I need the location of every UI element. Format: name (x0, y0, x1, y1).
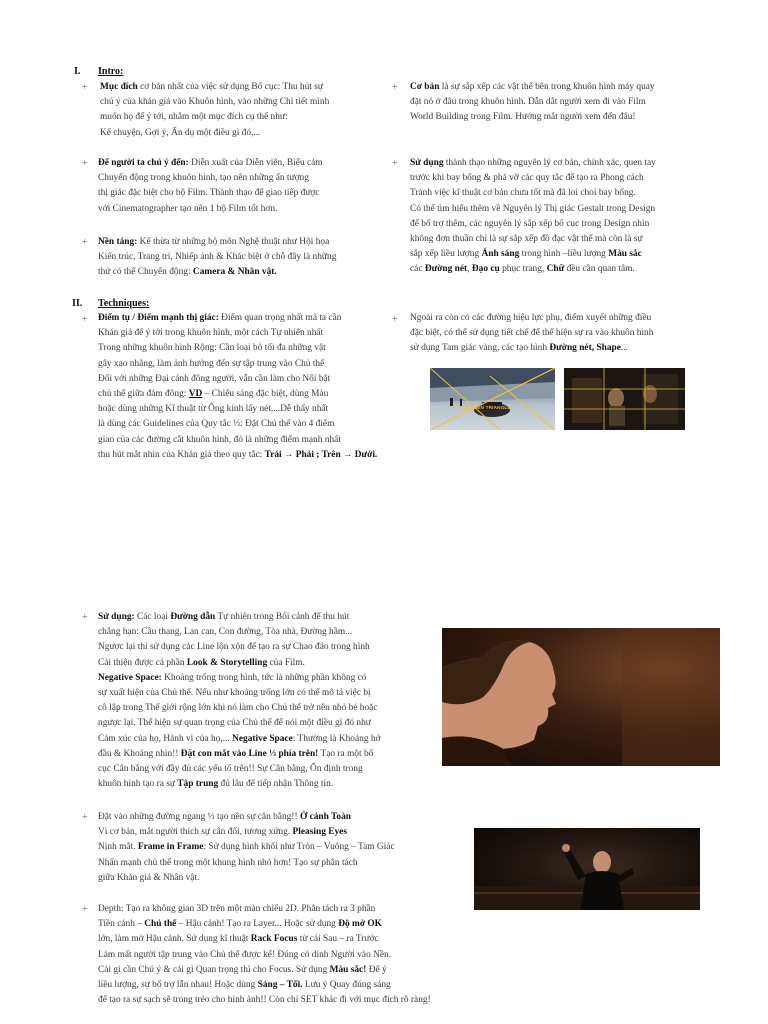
bold: Ở cảnh Toàn (299, 812, 352, 822)
text: để bổ trợ thêm, các nguyên lý sắp xếp bố cục trong Design nhìn (410, 218, 650, 229)
text: trước khi bay bổng & phá vỡ các quy tắc để tạo ra Phong cách (410, 173, 644, 184)
text: – Chiếu sáng đặc biệt, dùng Màu (202, 389, 329, 400)
bold: Chữ (546, 264, 565, 275)
text: lớn, làm mờ Hậu cảnh. Sử dụng kĩ thuật (98, 934, 251, 945)
text: từ cái Sau – ra Trước (297, 934, 379, 945)
bold: Màu sắc (608, 249, 642, 260)
text: đầu & Khoảng nhìn!! (98, 748, 181, 759)
text: để tạo ra sự sạch sẽ trong trẻo cho hình ảnh!! Còn chỉ SET khác đi với mục đích rõ ràng! (98, 995, 431, 1006)
text: sự xuất hiện của Chủ thể. Nếu như khoảng trống lớn có thể mô tả việc bị (98, 688, 371, 699)
text: hoặc dùng những Kĩ thuật từ Ống kính lấy nét,...Dễ thấy nhất (98, 404, 329, 415)
bullet-marker: + (392, 158, 398, 169)
text: cơ bản nhất của việc sử dụng Bố cục: Thu hút sự (137, 82, 323, 92)
bullet-marker: + (82, 812, 88, 823)
text: thứ có thể Chuyển động: (98, 267, 193, 278)
text: Chuyển động trong khuôn hình, tạo nên những ấn tượng (98, 173, 309, 184)
bold: Ánh sáng (481, 249, 520, 260)
golden-triangle-still (430, 368, 555, 430)
text: với Cinematographer tạo nên 1 bộ Film tốt hơn. (98, 203, 278, 214)
text: trong hình –liều lượng (519, 249, 609, 260)
text: Tránh việc kĩ thuật cơ bản chưa tốt mà đã loi choi bay bổng. (410, 188, 636, 199)
text: Để ý (366, 964, 387, 975)
text: đặt nó ở đâu trong khuôn hình. Dẫn dắt người xem đi vào Film (410, 97, 646, 108)
text: Ngoài ra còn có các đường hiệu lực phụ, điểm xuyết những điều (410, 313, 652, 323)
label-de-nguoi-ta-chu-y: Để người ta chú ý đến: (98, 158, 189, 168)
bullet-marker: + (392, 82, 398, 93)
bullet-marker: + (82, 237, 88, 248)
bold: Màu sắc! (329, 964, 367, 975)
text: Vì cơ bản, mắt người thích sự cân đối, tương xứng. (98, 827, 293, 838)
bullet-marker: + (82, 158, 88, 169)
bold: Camera & Nhân vật. (192, 267, 277, 278)
bold: Đường nét, Shape (549, 343, 621, 354)
text: Nhấn mạnh chủ thể trong một khung hình nhỏ hơn! Tạo sự phân tách (98, 857, 358, 868)
text: chú ý của khán giả vào Khuôn hình, vào những Chi tiết mình (100, 97, 330, 108)
label-muc-dich: Mục đích (100, 82, 138, 92)
text: Tạo ra một bố (318, 748, 374, 759)
bullet-de-nguoi-ta-chu-y (98, 156, 388, 217)
text: cô lập trong Thế giới rộng lớn khi nó làm cho Chủ thể trở nên nhỏ bé hoặc (98, 703, 378, 714)
text: đủ lâu để tiếp nhận Thông tin. (218, 779, 334, 790)
bullet-marker: + (82, 612, 88, 623)
bold: Look & Storytelling (186, 657, 268, 668)
bold: Chủ thể (144, 919, 177, 930)
bold: Trái → Phải ; Trên → Dưới. (264, 449, 378, 460)
bullet-dat-vao (98, 810, 448, 886)
text: , (467, 264, 472, 275)
text: gây xao nhãng, làm ảnh hưởng đến sự tập trung vào Chủ thể (98, 358, 325, 369)
text: Trong những khuôn hình Rộng: Cần loại bỏ tối đa những vật (98, 343, 326, 354)
text: giao của các đường cắt khuôn hình, đó là những điểm mạnh nhất (98, 434, 341, 445)
bullet-marker: + (82, 314, 88, 325)
text: chẳng hạn: Cầu thang, Lan can, Con đường, Tòa nhà, Đường hầm... (98, 627, 353, 638)
bold: Negative Space (232, 733, 293, 744)
bullet-muc-dich (100, 80, 390, 141)
bullet-nen-tang (98, 235, 388, 281)
text: Đặt vào những đường ngang ⅓ tạo nên sự cân bằng!! (98, 812, 300, 822)
bold: Rack Focus (250, 934, 298, 945)
text: Làm mất người tập trung vào Chủ thể được kể! Đúng có dính Người vào Nền. (98, 949, 392, 960)
bold: Đường dẫn (170, 612, 216, 622)
bold: Frame in Frame (137, 842, 204, 853)
label-diem-tu: Điểm tụ / Điểm mạnh thị giác: (98, 313, 219, 323)
bullet-marker: + (82, 904, 88, 915)
text: Cải thiện được cả phần (98, 657, 187, 668)
text: đặc biệt, có thể sử dụng tiết chế để thể hiện sự ra vào khuôn hình (410, 328, 654, 339)
text: Kế thừa từ những bộ môn Nghệ thuật như Hội họa (137, 237, 330, 247)
text: liều lượng, sự bổ trợ lẫn nhau! Hoặc dùng (98, 980, 258, 991)
bullet-marker: + (392, 314, 398, 325)
text: Đối với những Đại cảnh đông người, vẫn cần làm cho Nổi bật (98, 373, 331, 384)
text: Các loại (134, 612, 171, 622)
text: Depth: Tạo ra không gian 3D trên một màn chiếu 2D. Phân tách ra 3 phần (98, 904, 376, 914)
text: World Building trong Film. Hướng mắt người xem đến đâu! (410, 112, 636, 123)
text: Diễn xuất của Diễn viên, Biểu cảm (188, 158, 323, 168)
text: Kiến trúc, Trang trí, Nhiếp ảnh & Khác biệt ở chỗ đây là những (98, 252, 337, 263)
text: là sự sắp xếp các vật thể bên trong khuôn hình máy quay (439, 82, 655, 92)
section-heading-techniques: Techniques: (98, 298, 150, 309)
bullet-co-ban (410, 80, 740, 126)
text: các (410, 264, 425, 275)
text: thành thạo những nguyên lý cơ bản, chính xác, quen tay (443, 158, 656, 168)
text: cục Cân bằng với đầy đủ các yếu tố trên!! Sự Cân bằng, Ổn định trong (98, 764, 363, 775)
text: : Sử dụng hình khối như Tròn – Vuông – Tam Giác (203, 842, 395, 853)
bold: Độ mở OK (338, 919, 382, 930)
frame-in-frame-conductor-still (474, 828, 700, 910)
bullet-su-dung-duong-dan (98, 610, 438, 792)
text: Kể chuyện, Gợi ý, Ẩn dụ một điều gì đó,... (100, 127, 261, 138)
bullet-su-dung (410, 156, 750, 278)
label-su-dung: Sử dụng: (98, 612, 135, 622)
label-co-ban: Cơ bản (410, 82, 440, 92)
text: không đơn thuần chỉ là sự sắp xếp đồ đạc vật thể mà còn là sự (410, 234, 643, 245)
rule-of-thirds-still (564, 368, 685, 430)
bold: Đạo cụ (471, 264, 500, 275)
bullet-ngoai-ra (410, 311, 750, 357)
bullet-diem-tu (98, 311, 398, 463)
text: Có thể tìm hiểu thêm về Nguyên lý Thị giác Gestalt trong Design (410, 203, 656, 214)
image-caption: THE GOLDEN TRIANGLE (452, 405, 511, 410)
bold: Tập trung (177, 779, 219, 790)
text: Khán giả để ý tới trong khuôn hình, một cách Tự nhiên nhất (98, 328, 324, 339)
section-numeral-2: II. (72, 298, 83, 309)
text: phục trang, (499, 264, 547, 275)
text: Cái gì cần Chú ý & cái gì Quan trọng thì cho Focus. Sử dụng (98, 964, 330, 975)
text: Cảm xúc của họ, Hành vi của họ,... (98, 733, 233, 744)
text: – Hậu cảnh! Tạo ra Layer... Hoặc sử dụng (176, 919, 339, 930)
text: đều cần quan tâm. (564, 264, 635, 275)
text: muốn họ để ý tới, nhằm một mục đích cụ thể như: (100, 112, 288, 123)
bullet-marker: + (82, 82, 88, 93)
text: : Thường là Khoảng hở (292, 733, 381, 744)
bullet-depth (98, 902, 518, 1008)
bold: Sáng – Tối. (257, 980, 303, 991)
bold: Đường nét (424, 264, 468, 275)
bold: VD (188, 389, 203, 400)
text: giữa Khán giả & Nhân vật. (98, 872, 200, 883)
bold: Đặt con mắt vào Line ⅓ phía trên! (180, 748, 319, 759)
text: ngược lại. Thể hiện sự quan trọng của Chủ thể để nói một điều gì đó như (98, 718, 371, 729)
bold: Negative Space: (98, 672, 162, 683)
text: khuôn hình tạo ra sự (98, 779, 178, 790)
text: Điểm quan trọng nhất mà ta cần (218, 313, 342, 323)
text: sắp xếp liều lượng (410, 249, 482, 260)
text: thu hút mắt nhìn của Khán giả theo quy tắc: (98, 449, 265, 460)
text: chủ thể giữa đám đông: (98, 389, 189, 400)
label-nen-tang: Nền tảng: (98, 237, 138, 247)
label-su-dung: Sử dụng (410, 158, 444, 168)
text: là dùng các Guidelines của Quy tắc ⅓: Đặt Chủ thể vào 4 điểm (98, 419, 335, 430)
text: Khoảng trống trong hình, tức là những phần không có (161, 672, 367, 683)
text: Lưu ý Quay đúng sáng (302, 980, 391, 991)
text: Ngược lại thì sử dụng các Line lộn xộn để tạo ra sự Chao đảo trong hình (98, 642, 370, 653)
text: thị giác đặc biệt cho bộ Film. Thành thạo để giao tiếp được (98, 188, 320, 199)
text: ... (620, 343, 628, 354)
section-heading-intro: Intro: (98, 66, 124, 77)
text: sử dụng Tam giác vàng, các tạo hình (410, 343, 550, 354)
text: Tiền cảnh – (98, 919, 145, 930)
bold: Pleasing Eyes (292, 827, 347, 838)
text: Nịnh mắt. (98, 842, 138, 853)
text: Tự nhiên trong Bối cảnh để thu hút (215, 612, 350, 622)
text: của Film. (267, 657, 305, 668)
negative-space-portrait-still (442, 628, 720, 766)
section-numeral-1: I. (74, 66, 81, 77)
